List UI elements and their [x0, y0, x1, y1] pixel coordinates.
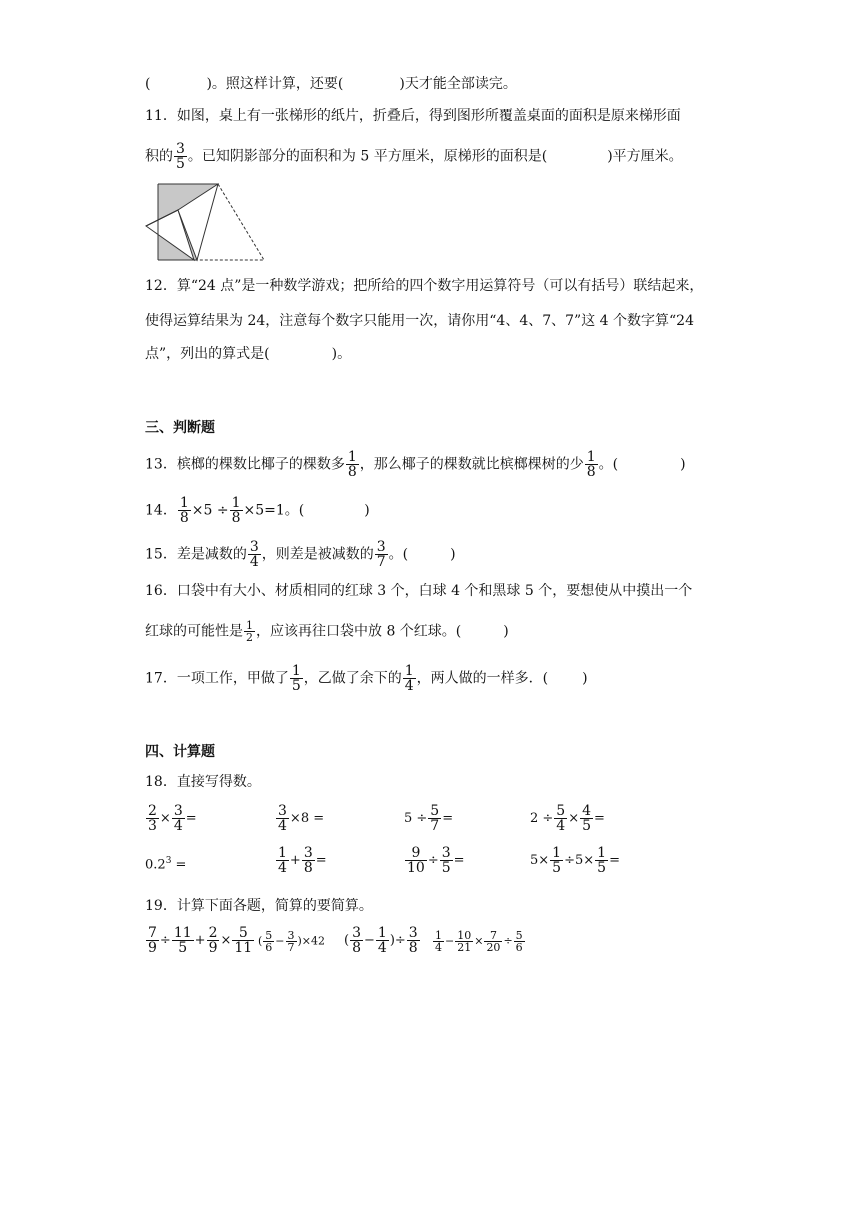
numerator: 3	[278, 803, 287, 819]
fraction	[174, 142, 187, 171]
denominator: 9	[148, 940, 157, 956]
numerator: 3	[249, 539, 259, 555]
q18-item	[145, 856, 186, 872]
denominator: 4	[377, 940, 387, 956]
denominator: 5	[176, 156, 185, 172]
operator: ÷5×	[564, 853, 595, 868]
denominator: 4	[278, 818, 287, 834]
numerator: 1	[597, 845, 607, 861]
denominator: 4	[278, 860, 287, 876]
q19-expression	[432, 930, 526, 953]
denominator: 21	[457, 941, 472, 954]
operator: 5 ÷	[404, 811, 428, 826]
numerator: 1	[404, 663, 414, 679]
fraction	[455, 930, 473, 953]
numerator: 5	[556, 803, 566, 819]
numerator: 7	[489, 929, 497, 942]
fraction	[407, 926, 420, 955]
q11-text: )平方厘米。	[607, 148, 683, 165]
denominator: 5	[172, 940, 194, 955]
denominator: 5	[582, 818, 592, 834]
operator: −	[275, 934, 285, 948]
denominator: 20	[486, 941, 501, 954]
q12-line1: 12．算“24 点”是一种数学游戏；把所给的四个数字用运算符号（可以有括号）联结起来，	[145, 278, 704, 294]
denominator: 4	[435, 941, 442, 954]
equals: =	[185, 811, 197, 826]
fraction	[585, 450, 598, 479]
fraction	[403, 664, 416, 693]
fraction	[375, 540, 388, 569]
fraction	[376, 926, 389, 955]
line-top-text-end: )天才能全部读完。	[399, 76, 517, 92]
numerator: 1	[291, 663, 301, 679]
exponent: 3	[165, 856, 172, 866]
paren: (	[344, 933, 350, 948]
line-top	[145, 74, 517, 94]
numerator: 3	[352, 925, 361, 941]
operator: +	[289, 853, 301, 868]
denominator: 8	[586, 464, 596, 480]
q17-text: 17．一项工作，甲做了	[145, 670, 289, 687]
operator: 2 ÷	[530, 811, 554, 826]
operator: ÷	[427, 853, 439, 868]
q19-expression	[145, 926, 255, 955]
operator: −	[364, 933, 375, 948]
numerator: 1	[552, 845, 562, 861]
numerator: 3	[287, 929, 295, 942]
numerator: 1	[586, 449, 596, 465]
operator: +	[194, 933, 206, 948]
fraction	[554, 804, 567, 833]
operator: ÷	[159, 933, 171, 948]
denominator: 5	[597, 860, 607, 876]
numerator: 3	[173, 803, 183, 819]
operator: ÷	[503, 934, 513, 948]
fraction	[276, 804, 289, 833]
q18-item	[145, 804, 197, 833]
fraction	[146, 926, 159, 955]
q19-expression	[258, 930, 325, 953]
fraction	[433, 930, 444, 953]
paren: (	[258, 934, 263, 948]
equals: =	[171, 857, 187, 873]
equals: =	[442, 811, 454, 826]
numerator: 1	[377, 925, 387, 941]
denominator: 8	[179, 510, 189, 526]
operator: ×	[159, 811, 171, 826]
equals: =	[315, 853, 327, 868]
denominator: 8	[408, 940, 418, 956]
fraction	[146, 804, 159, 833]
q19-title: 19．计算下面各题，简算的要简算。	[145, 898, 373, 914]
denominator: 3	[148, 818, 157, 834]
fraction	[595, 846, 608, 875]
numerator: 3	[176, 141, 185, 157]
operator: ×	[220, 933, 232, 948]
fraction	[302, 846, 315, 875]
q13-text: )	[680, 456, 686, 473]
denominator: 11	[234, 940, 253, 956]
fraction	[514, 930, 525, 953]
fraction	[290, 664, 303, 693]
paren-open: (	[145, 76, 151, 92]
fraction	[484, 930, 502, 953]
q13-text: ，那么椰子的棵数就比槟榔棵树的少	[359, 456, 584, 473]
equals: =	[609, 853, 620, 868]
q15-text: )	[450, 546, 456, 563]
numerator: 3	[408, 925, 418, 941]
q14-text: )	[364, 502, 370, 519]
numerator: 5	[430, 803, 440, 819]
numerator: 2	[208, 925, 218, 941]
denominator: 8	[352, 940, 361, 956]
fraction	[248, 540, 261, 569]
numerator: 5	[238, 925, 248, 941]
trapezoid-fold-figure	[140, 180, 270, 264]
denominator: 7	[287, 941, 295, 954]
numerator: 1	[179, 495, 189, 511]
fraction	[550, 846, 563, 875]
section-title-calculation: 四、计算题	[145, 744, 215, 760]
fraction	[172, 804, 185, 833]
numerator: 1	[246, 619, 253, 632]
denominator: 4	[173, 818, 183, 834]
denominator: 8	[347, 464, 357, 480]
fraction	[286, 930, 297, 953]
denominator: 6	[265, 941, 273, 954]
denominator: 8	[231, 510, 241, 526]
q17-text: )	[582, 670, 588, 687]
q15-text: ，则差是被减数的	[261, 546, 374, 563]
q17-text: ，两人做的一样多．(	[416, 670, 549, 687]
numerator: 4	[582, 803, 592, 819]
denominator: 5	[552, 860, 562, 876]
operator: ×	[568, 811, 580, 826]
denominator: 7	[376, 554, 386, 570]
numerator: 3	[303, 845, 313, 861]
numerator: 1	[347, 449, 357, 465]
q16-text: 红球的可能性是	[145, 623, 243, 640]
q14-text: 14．	[145, 502, 177, 519]
fraction	[276, 846, 289, 875]
q11-line1: 11．如图，桌上有一张梯形的纸片，折叠后，得到图形所覆盖桌面的面积是原来梯形面	[145, 108, 681, 124]
denominator: 4	[404, 678, 414, 694]
fraction	[172, 926, 194, 955]
numerator: 11	[173, 925, 192, 941]
q16-line1: 16．口袋中有大小、材质相同的红球 3 个，白球 4 个和黑球 5 个，要想使从中摸出一个	[145, 583, 693, 599]
q11-line2	[145, 142, 683, 171]
numerator: 1	[231, 495, 241, 511]
denominator: 5	[291, 678, 301, 694]
q14-text: ×5 ÷	[191, 502, 229, 519]
equals: =	[453, 853, 465, 868]
numerator: 2	[148, 803, 157, 819]
q12-line2: 使得运算结果为 24，注意每个数字只能用一次，请你用“4、4、7、7”这 4 个数字算“24	[145, 313, 694, 329]
numerator: 7	[148, 925, 157, 941]
fraction	[405, 846, 427, 875]
q12-line3	[145, 344, 351, 364]
q18-item	[275, 804, 324, 833]
q11-text: 积的	[145, 148, 173, 165]
operator: )÷	[389, 933, 406, 948]
denominator: 5	[441, 860, 451, 876]
fraction	[244, 620, 255, 643]
denominator: 4	[556, 818, 566, 834]
numerator: 1	[435, 929, 442, 942]
numerator: 5	[515, 929, 523, 942]
denominator: 6	[515, 941, 523, 954]
q13-text: 。(	[598, 456, 619, 473]
numerator: 3	[376, 539, 386, 555]
fraction	[428, 804, 441, 833]
equals: =	[594, 811, 605, 826]
q16-line2	[145, 620, 509, 643]
q16-text: ，应该再往口袋中放 8 个红球。(	[256, 623, 462, 640]
q18-item	[404, 804, 453, 833]
section-title-judgment: 三、判断题	[145, 420, 215, 436]
q14-text: ×5=1。(	[243, 502, 305, 519]
q17-text: ，乙做了余下的	[303, 670, 402, 687]
fraction	[232, 926, 254, 955]
denominator: 7	[430, 818, 440, 834]
operator: ×8 =	[289, 811, 325, 826]
denominator: 10	[407, 860, 425, 876]
fraction	[580, 804, 593, 833]
numerator: 10	[457, 929, 472, 942]
q18-item	[275, 846, 327, 875]
q12-text: 点”，列出的算式是(	[145, 346, 270, 362]
operator: 5×	[530, 853, 550, 868]
denominator: 9	[208, 940, 218, 956]
numerator: 5	[265, 929, 273, 942]
q13-text: 13．槟榔的棵数比椰子的棵数多	[145, 456, 345, 473]
q17	[145, 664, 588, 693]
fraction	[350, 926, 363, 955]
q19-expression	[344, 926, 421, 955]
q18-item	[404, 846, 465, 875]
q16-text: )	[503, 623, 509, 640]
fraction	[346, 450, 359, 479]
q14	[145, 496, 370, 525]
operator: )×42	[297, 934, 326, 948]
line-top-text: )。照这样计算，还要(	[206, 76, 344, 92]
denominator: 8	[303, 860, 313, 876]
q11-text: 。已知阴影部分的面积和为 5 平方厘米，原梯形的面积是(	[187, 148, 548, 165]
q15	[145, 540, 456, 569]
fraction	[230, 496, 243, 525]
q15-text: 15．差是减数的	[145, 546, 247, 563]
fraction	[263, 930, 274, 953]
q15-text: 。(	[388, 546, 409, 563]
operator: −	[445, 934, 455, 948]
fraction	[440, 846, 453, 875]
denominator: 4	[249, 554, 259, 570]
q18-item	[530, 846, 620, 875]
q12-text: )。	[331, 346, 352, 362]
fraction	[178, 496, 191, 525]
q13	[145, 450, 686, 479]
fraction	[207, 926, 220, 955]
operator: ×	[474, 934, 484, 948]
numerator: 3	[441, 845, 451, 861]
q18-title: 18．直接写得数。	[145, 774, 261, 790]
denominator: 2	[246, 631, 253, 644]
base: 0.2	[145, 857, 166, 873]
numerator: 1	[278, 845, 287, 861]
q18-item	[530, 804, 605, 833]
numerator: 9	[411, 845, 421, 861]
